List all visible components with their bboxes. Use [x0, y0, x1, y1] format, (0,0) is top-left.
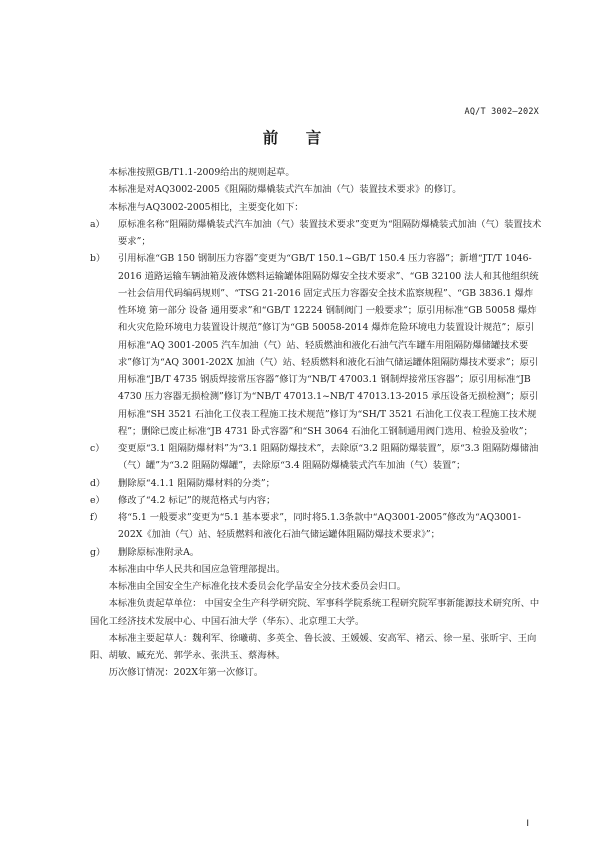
change-marker: a） — [90, 218, 105, 230]
change-item — [90, 250, 542, 440]
change-text: 将“5.1 一般要求”变更为“5.1 基本要求”，同时将5.1.3条款中“AQ3001-2005”修改为“AQ3001-202X《加油（气）站、轻质燃料和液化石油气储运罐体阻隔防爆技术要求》”； — [118, 512, 521, 541]
change-text: 原标准名称“阻隔防爆橇装式汽车加油（气）装置技术要求”变更为“阻隔防爆橇装式加油（气）装置技术要求”； — [118, 218, 542, 247]
page-number: I — [526, 819, 529, 829]
change-text: 引用标准“GB 150 钢制压力容器”变更为“GB/T 150.1~GB/T 150.4 压力容器”；新增“JT/T 1046-2016 道路运输车辆油箱及液体燃料运输罐体阻隔防爆安全技术要求”、“GB 32100 法人和其他组织统一社会信用代码编码规则”、“TSG 21-2016 固定式压力容器安全技术监察规程”、“GB 3836.1 爆炸性环境 第一部分 设备 通用要求”和“GB/T 12224 钢制阀门 一般要求”；原引用标准“GB 50058 爆炸和火灾危险环境电力装置设计规范”修订为“GB 50058-2014 爆炸危险环境电力装置设计规范”；原引用标准“AQ 3001-2005 汽车加油（气）站、轻质燃油和液化石油气汽车罐车用阻隔防爆储罐技术要求”修订为“AQ 3001-202X 加油（气）站、轻质燃料和液化石油气储运罐体阻隔防爆技术要求”；原引用标准“JB/T 4735 钢质焊接常压容器”修订为“NB/T 47003.1 钢制焊接常压容器”；原引用标准“JB 4730 压力容器无损检测”修订为“NB/T 47013.1~NB/T 47013.13-2015 承压设备无损检测”；原引用标准“SH 3521 石油化工仪表工程施工技术规范”修订为“SH/T 3521 石油化工仪表工程施工技术规程”；删除已废止标准“JB 4731 卧式容器”和“SH 3064 石油化工钢制通用阀门选用、检验及验收”； — [118, 253, 539, 437]
closing-paragraph: 本标准负责起草单位： 中国安全生产科学研究院、军事科学院系统工程研究院军事新能源技术研究所、中国化工经济技术发展中心、中国石油大学（华东）、北京理工大学。 — [90, 598, 540, 627]
change-marker: g） — [90, 546, 106, 558]
change-item — [90, 492, 542, 509]
document-code: AQ/T 3002—202X — [464, 107, 539, 117]
change-item — [90, 440, 542, 475]
closing-paragraph: 本标准主要起草人：魏利军、徐曦萌、多英全、鲁长波、王媛媛、安高军、褚云、徐一星、张昕宇、王向阳、胡敏、臧充光、郭学永、张洪玉、蔡海林。 — [90, 632, 537, 661]
page-title: 前 言 — [262, 128, 333, 147]
change-item — [90, 509, 542, 544]
change-marker: f） — [90, 512, 103, 523]
change-marker: e） — [90, 494, 105, 506]
closing-paragraph: 本标准由全国安全生产标准化技术委员会化学品安全分技术委员会归口。 — [108, 581, 407, 592]
change-item — [90, 216, 542, 251]
closing-paragraph: 本标准由中华人民共和国应急管理部提出。 — [108, 563, 286, 575]
intro-paragraph: 本标准是对AQ3002-2005《阻隔防爆橇装式汽车加油（气）装置技术要求》的修订。 — [108, 184, 462, 196]
change-text: 删除原“4.1.1 阻隔防爆材料的分类”； — [118, 477, 275, 489]
change-marker: d） — [90, 477, 106, 489]
intro-paragraph: 本标准与AQ3002-2005相比，主要变化如下： — [108, 201, 304, 213]
change-item — [90, 475, 542, 492]
change-item — [90, 544, 542, 561]
change-text: 删除原标准附录A。 — [118, 546, 200, 558]
change-marker: b） — [90, 253, 106, 265]
document-body — [90, 164, 542, 682]
closing-paragraph: 历次修订情况：202X年第一次修订。 — [108, 667, 264, 679]
change-marker: c） — [90, 443, 105, 454]
intro-paragraph: 本标准按照GB/T1.1-2009给出的规则起草。 — [108, 167, 295, 178]
change-text: 变更原“3.1 阻隔防爆材料”为“3.1 阻隔防爆技术”，去除原“3.2 阻隔防爆装置”，原“3.3 阻隔防爆储油（气）罐”为“3.2 阻隔防爆罐”，去除原“3.4 阻隔防爆橇装式汽车加油（气）装置”； — [118, 443, 539, 472]
change-text: 修改了“4.2 标记”的规范格式与内容； — [118, 494, 276, 506]
